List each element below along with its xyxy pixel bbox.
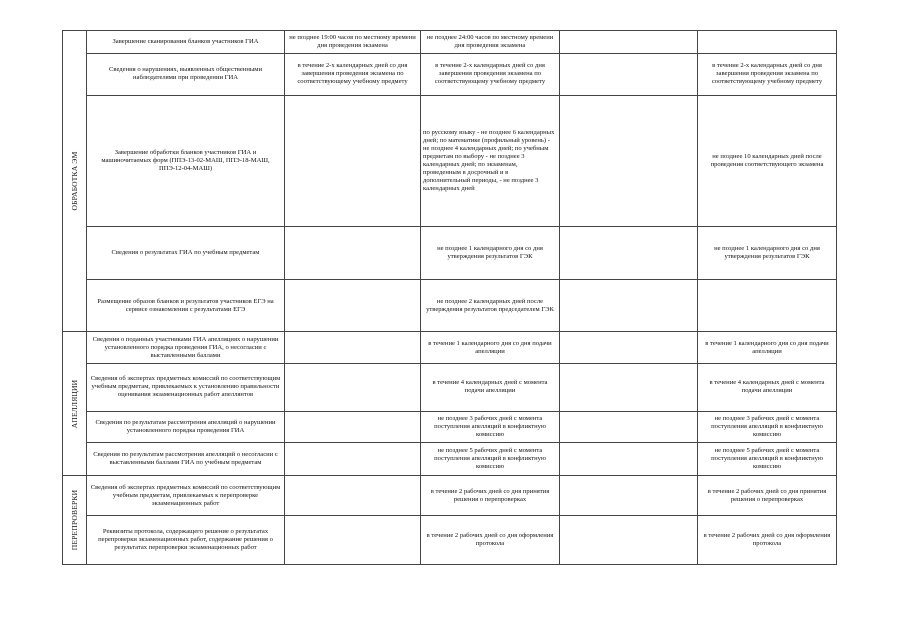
- deadline-cell-3: [560, 227, 698, 280]
- section-cell: [63, 476, 87, 565]
- deadline-cell-3: [560, 442, 698, 475]
- deadline-cell-3: [560, 280, 698, 332]
- table-row: [63, 476, 837, 516]
- deadline-cell-4: не позднее 1 календарного дня со дня утверждения результатов ГЭК: [698, 227, 837, 280]
- item-name-cell: Размещение образов бланков и результатов участников ЕГЭ на сервисе ознакомления с результатами ЕГЭ: [87, 280, 285, 332]
- section-label: АПЕЛЛЯЦИИ: [69, 379, 79, 429]
- table-row: [63, 227, 837, 280]
- deadline-cell-4: не позднее 10 календарных дней после проведения соответствующего экзамена: [698, 95, 837, 226]
- schedule-table: [62, 30, 837, 565]
- item-name-cell: Сведения об экспертах предметных комиссий по соответствующим учебным предметам, привлекаемых к перепроверке экзаменационных работ: [87, 476, 285, 516]
- deadline-cell-2: не позднее 5 рабочих дней с момента поступления апелляций в конфликтную комиссию: [421, 442, 560, 475]
- table-row: [63, 53, 837, 95]
- deadline-cell-3: [560, 31, 698, 54]
- deadline-cell-2: в течение 1 календарного дня со дня подачи апелляции: [421, 332, 560, 363]
- deadline-cell-1: [285, 95, 421, 226]
- section-label: ПЕРЕПРОВЕРКИ: [69, 489, 79, 551]
- deadline-cell-1: в течение 2-х календарных дней со дня завершения проведения экзамена по соответствующему учебному предмету: [285, 53, 421, 95]
- table-row: [63, 515, 837, 564]
- item-name-cell: Сведения об экспертах предметных комиссий по соответствующим учебным предметам, привлекаемых к установлению правильности оценивания экзаменационных работ апеллянтов: [87, 363, 285, 411]
- table-row: [63, 411, 837, 442]
- deadline-cell-2: в течение 2 рабочих дней со дня принятия решения о перепроверках: [421, 476, 560, 516]
- item-name-cell: Реквизиты протокола, содержащего решение о результатах перепроверки экзаменационных работ, содержание решения о результатах перепроверки экзаменационных работ: [87, 515, 285, 564]
- item-name-cell: Сведения по результатам рассмотрения апелляций о нарушении установленного порядка проведения ГИА: [87, 411, 285, 442]
- deadline-cell-2: не позднее 2 календарных дней после утверждения результатов председателем ГЭК: [421, 280, 560, 332]
- table-row: [63, 442, 837, 475]
- table-row: [63, 31, 837, 54]
- deadline-cell-4: не позднее 3 рабочих дней с момента поступления апелляций в конфликтную комиссию: [698, 411, 837, 442]
- deadline-cell-3: [560, 476, 698, 516]
- deadline-cell-4: в течение 2 рабочих дней со дня принятия решения о перепроверках: [698, 476, 837, 516]
- deadline-cell-3: [560, 411, 698, 442]
- deadline-cell-1: [285, 363, 421, 411]
- deadline-cell-1: [285, 411, 421, 442]
- deadline-cell-2: не позднее 24:00 часов по местному времени дня проведения экзамена: [421, 31, 560, 54]
- deadline-cell-4: [698, 280, 837, 332]
- table-row: [63, 332, 837, 363]
- item-name-cell: Завершение обработки бланков участников ГИА и машиночитаемых форм (ППЭ-13-02-МАШ, ППЭ-18-МАШ, ППЭ-12-04-МАШ): [87, 95, 285, 226]
- section-cell: [63, 332, 87, 476]
- deadline-cell-3: [560, 95, 698, 226]
- deadline-cell-2: не позднее 1 календарного дня со дня утверждения результатов ГЭК: [421, 227, 560, 280]
- deadline-cell-1: не позднее 19:00 часов по местному времени дня проведения экзамена: [285, 31, 421, 54]
- deadline-cell-3: [560, 332, 698, 363]
- deadline-cell-1: [285, 476, 421, 516]
- deadline-cell-3: [560, 515, 698, 564]
- deadline-cell-1: [285, 227, 421, 280]
- deadline-cell-1: [285, 442, 421, 475]
- deadline-cell-4: в течение 2-х календарных дней со дня завершения проведения экзамена по соответствующему учебному предмету: [698, 53, 837, 95]
- item-name-cell: Сведения по результатам рассмотрения апелляций о несогласии с выставленными баллами ГИА по учебным предметам: [87, 442, 285, 475]
- deadline-cell-4: в течение 1 календарного дня со дня подачи апелляции: [698, 332, 837, 363]
- section-cell: [63, 31, 87, 332]
- deadline-cell-2: в течение 2-х календарных дней со дня завершения проведения экзамена по соответствующему учебному предмету: [421, 53, 560, 95]
- deadline-cell-3: [560, 53, 698, 95]
- deadline-cell-2: в течение 4 календарных дней с момента подачи апелляции: [421, 363, 560, 411]
- schedule-table-body: [63, 31, 837, 565]
- item-name-cell: Сведения о результатах ГИА по учебным предметам: [87, 227, 285, 280]
- item-name-cell: Сведения о поданных участниками ГИА апелляциях о нарушении установленного порядка проведения ГИА, о несогласии с выставленными баллами: [87, 332, 285, 363]
- item-name-cell: Завершение сканирования бланков участников ГИА: [87, 31, 285, 54]
- section-label: ОБРАБОТКА ЭМ: [69, 151, 79, 211]
- item-name-cell: Сведения о нарушениях, выявленных общественными наблюдателями при проведении ГИА: [87, 53, 285, 95]
- deadline-cell-1: [285, 280, 421, 332]
- deadline-cell-1: [285, 515, 421, 564]
- deadline-cell-4: [698, 31, 837, 54]
- deadline-cell-4: не позднее 5 рабочих дней с момента поступления апелляций в конфликтную комиссию: [698, 442, 837, 475]
- table-row: [63, 95, 837, 226]
- deadline-cell-1: [285, 332, 421, 363]
- deadline-cell-2: в течение 2 рабочих дней со дня оформления протокола: [421, 515, 560, 564]
- deadline-cell-2: не позднее 3 рабочих дней с момента поступления апелляций в конфликтную комиссию: [421, 411, 560, 442]
- deadline-cell-2: по русскому языку - не позднее 6 календарных дней; по математике (профильный уровень) - не позднее 4 календарных дней; по учебным предметам по выбору - не позднее 3 календарных дней; по экзаменам, проведенным в досрочный и в дополнительный периоды, - не позднее 3 календарных дней: [421, 95, 560, 226]
- table-row: [63, 280, 837, 332]
- deadline-cell-4: в течение 2 рабочих дней со дня оформления протокола: [698, 515, 837, 564]
- table-row: [63, 363, 837, 411]
- deadline-cell-4: в течение 4 календарных дней с момента подачи апелляции: [698, 363, 837, 411]
- deadline-cell-3: [560, 363, 698, 411]
